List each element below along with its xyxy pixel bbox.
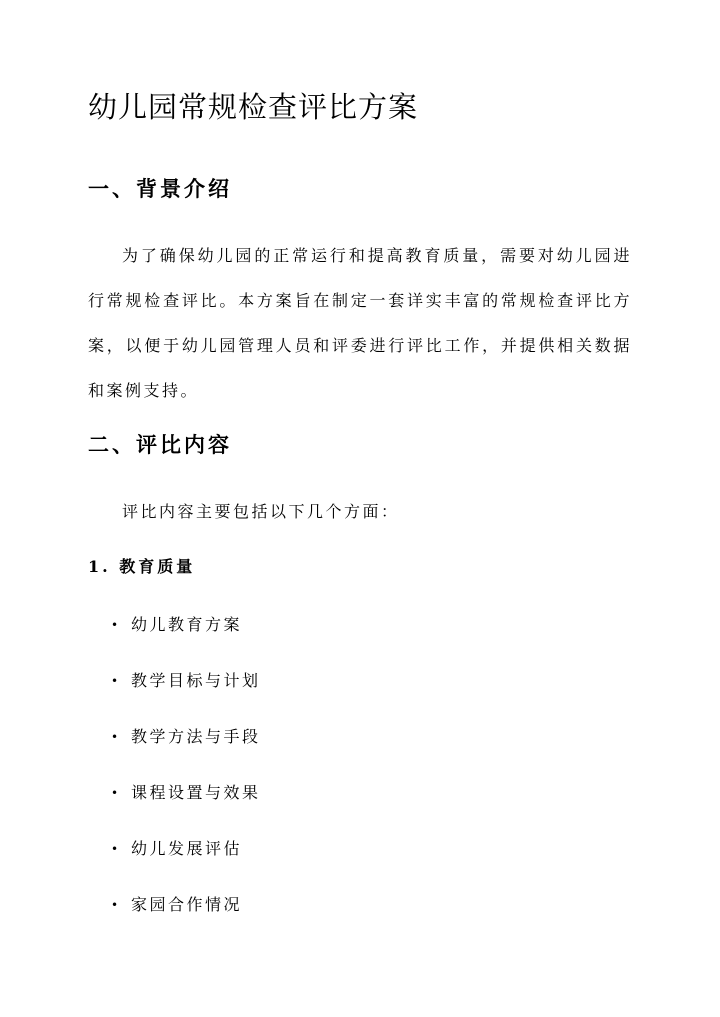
subheading-education-quality: 1. 教育质量 — [88, 557, 196, 576]
education-quality-list — [0, 603, 720, 939]
list-item-text: 教学方法与手段 — [131, 727, 261, 746]
background-paragraph: 为了确保幼儿园的正常运行和提高教育质量，需要对幼儿园进行常规检查评比。本方案旨在制定一套详实丰富的常规检查评比方案，以便于幼儿园管理人员和评委进行评比工作，并提供相关数据和案例支持。 — [88, 246, 632, 400]
list-item — [0, 715, 720, 771]
bullet-icon: • — [111, 674, 121, 688]
list-item — [0, 827, 720, 883]
list-item-text: 课程设置与效果 — [131, 783, 261, 802]
list-item-text: 幼儿教育方案 — [131, 615, 243, 634]
list-item-text: 教学目标与计划 — [131, 671, 261, 690]
section-heading-background: 一、背景介绍 — [88, 176, 232, 201]
bullet-icon: • — [111, 730, 121, 744]
evaluation-intro-paragraph: 评比内容主要包括以下几个方面： — [122, 502, 400, 521]
bullet-icon: • — [111, 618, 121, 632]
bullet-icon: • — [111, 898, 121, 912]
list-item — [0, 883, 720, 939]
list-item — [0, 603, 720, 659]
list-item-text: 幼儿发展评估 — [131, 839, 243, 858]
bullet-icon: • — [111, 786, 121, 800]
bullet-icon: • — [111, 842, 121, 856]
list-item — [0, 659, 720, 715]
list-item — [0, 771, 720, 827]
list-item-text: 家园合作情况 — [131, 895, 243, 914]
document-title: 幼儿园常规检查评比方案 — [88, 90, 419, 124]
section-heading-evaluation-content: 二、评比内容 — [88, 432, 232, 457]
